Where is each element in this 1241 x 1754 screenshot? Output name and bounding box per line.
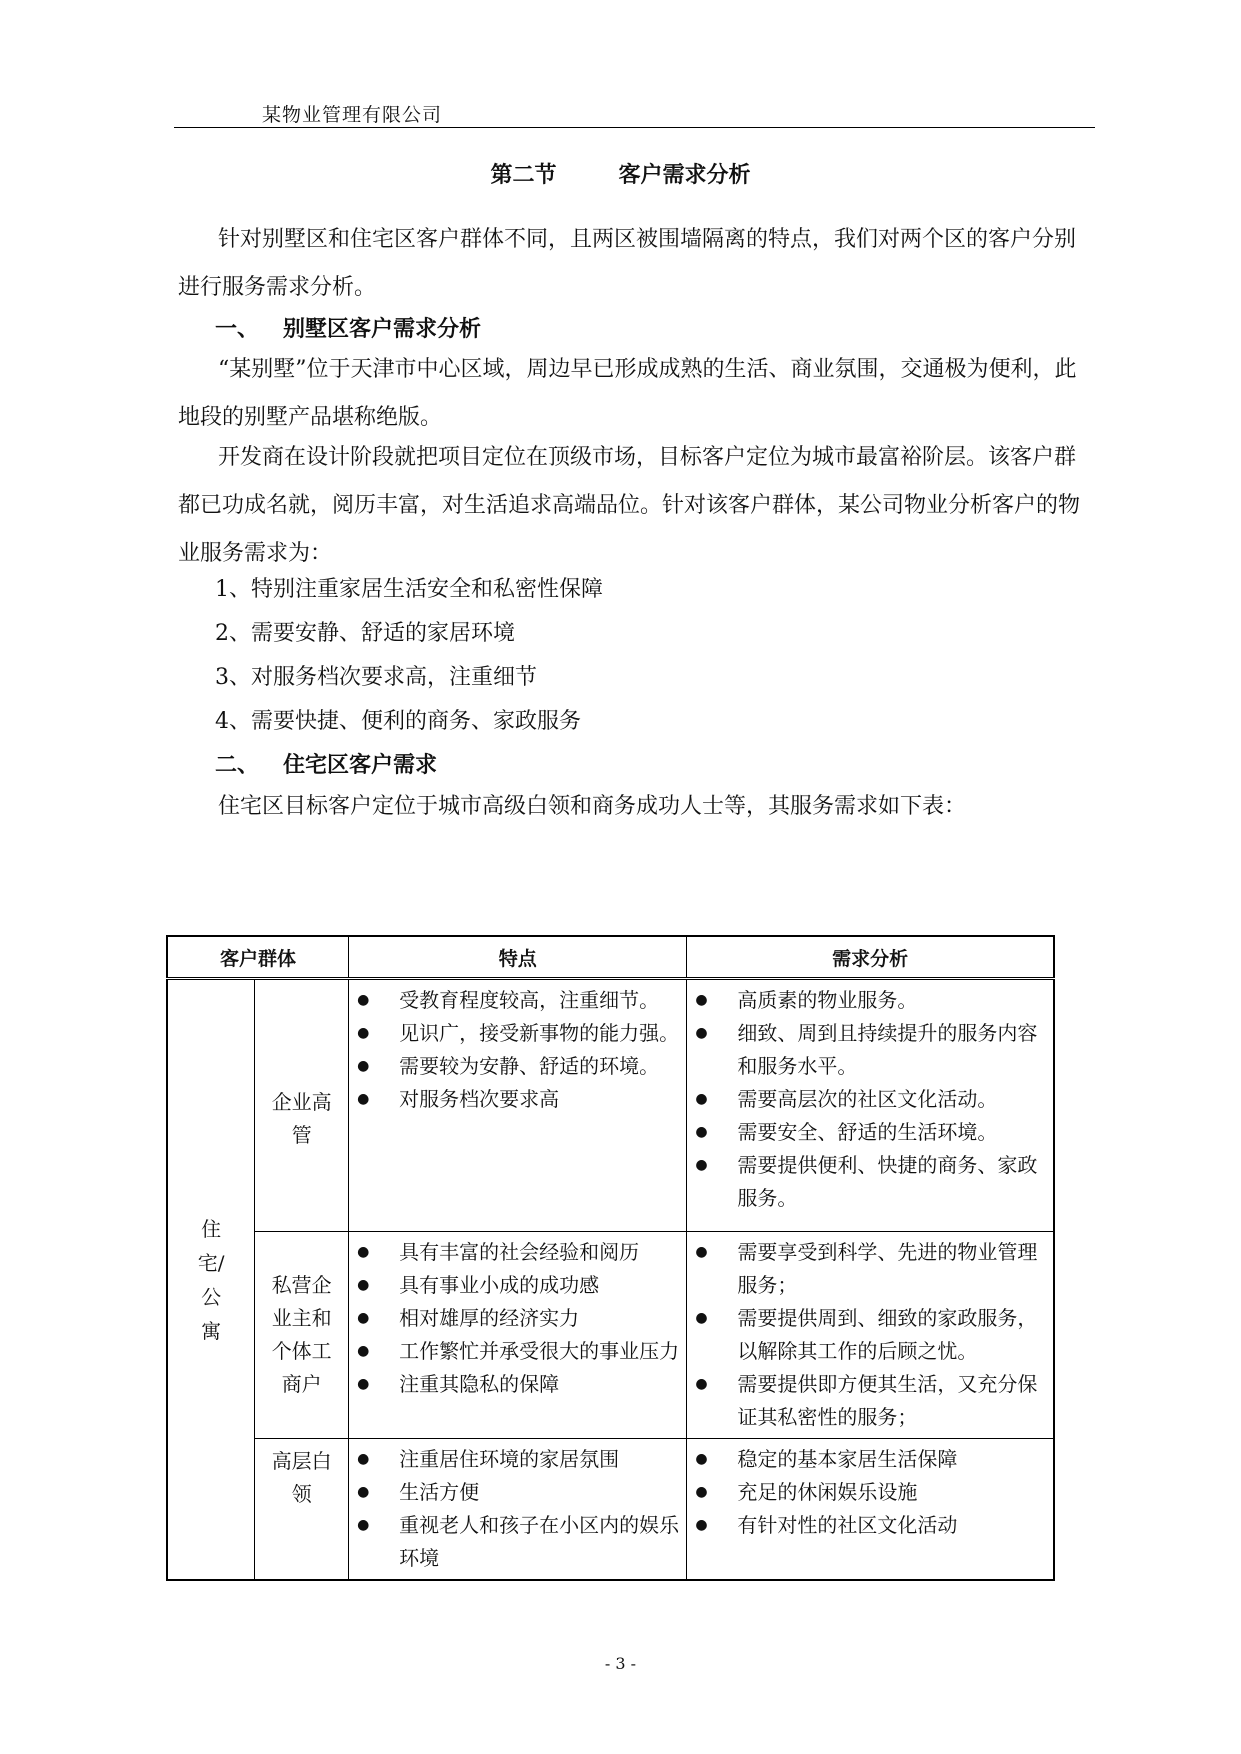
part1-paragraph-2: 开发商在设计阶段就把项目定位在顶级市场，目标客户定位为城市最富裕阶层。该客户群都已功成名就，阅历丰富，对生活追求高端品位。针对该客户群体，某公司物业分析客户的物业服务需求为： [178, 445, 1081, 566]
segment-cell [255, 979, 349, 1232]
part2-paragraph-1: 住宅区目标客户定位于城市高级白领和商务成功人士等，其服务需求如下表： [218, 794, 967, 819]
header-features: 特点 [349, 936, 687, 979]
list-item: ● 工作繁忙并承受很大的事业压力 [349, 1335, 680, 1368]
segment-label: 私营企 业主和 个体工 商户 [271, 1273, 332, 1396]
list-item: ● 重视老人和孩子在小区内的娱乐环境 [349, 1509, 680, 1575]
section-number: 第二节 [490, 163, 557, 188]
segment-cell [255, 1439, 349, 1581]
needs-cell [687, 1439, 1054, 1581]
group-cell [167, 979, 255, 1581]
header-needs: 需求分析 [687, 936, 1054, 979]
header-customer-group: 客户群体 [167, 936, 349, 979]
list-item: ● 细致、周到且持续提升的服务内容和服务水平。 [687, 1017, 1047, 1083]
list-item: ● 注重其隐私的保障 [349, 1368, 680, 1401]
part2-heading [215, 748, 437, 779]
list-item: ● 充足的休闲娱乐设施 [687, 1476, 1047, 1509]
part1-heading-num: 一、 [215, 317, 260, 342]
header-company: 某物业管理有限公司 [262, 104, 443, 126]
part2-heading-num: 二、 [215, 753, 260, 778]
list-item: ● 需要高层次的社区文化活动。 [687, 1083, 1047, 1116]
needs-cell [687, 979, 1054, 1232]
features-cell [349, 1232, 687, 1439]
page-number: - 3 - [604, 1654, 637, 1673]
part2-heading-text: 住宅区客户需求 [283, 753, 438, 778]
segment-label: 企业高 管 [271, 1090, 332, 1147]
part1-heading-text: 别墅区客户需求分析 [283, 317, 482, 342]
part1-heading [215, 312, 481, 343]
section-heading: 客户需求分析 [618, 163, 751, 188]
table-header-row [167, 936, 1054, 979]
list-item: ● 需要提供周到、细致的家政服务，以解除其工作的后顾之忧。 [687, 1302, 1047, 1368]
list-item: ● 稳定的基本家居生活保障 [687, 1443, 1047, 1476]
list-item: ● 见识广，接受新事物的能力强。 [349, 1017, 680, 1050]
part1-item-1: 1、特别注重家居生活安全和私密性保障 [215, 577, 603, 602]
list-item: ● 高质素的物业服务。 [687, 984, 1047, 1017]
list-item: ● 受教育程度较高，注重细节。 [349, 984, 680, 1017]
segment-cell [255, 1232, 349, 1439]
list-item: ● 有针对性的社区文化活动 [687, 1509, 1047, 1542]
part1-paragraph-1: “某别墅”位于天津市中心区域，周边早已形成成熟的生活、商业氛围，交通极为便利，此地段的别墅产品堪称绝版。 [178, 357, 1077, 430]
table-row [167, 1439, 1054, 1581]
list-item: ● 需要提供便利、快捷的商务、家政服务。 [687, 1149, 1047, 1215]
list-item: ● 具有丰富的社会经验和阅历 [349, 1236, 680, 1269]
needs-cell [687, 1232, 1054, 1439]
header-rule [174, 127, 1095, 128]
features-cell [349, 1439, 687, 1581]
features-cell [349, 979, 687, 1232]
part1-item-2: 2、需要安静、舒适的家居环境 [215, 621, 515, 646]
group-label: 住 宅/ 公 寓 [197, 1216, 225, 1343]
list-item: ● 需要较为安静、舒适的环境。 [349, 1050, 680, 1083]
list-item: ● 相对雄厚的经济实力 [349, 1302, 680, 1335]
part1-item-3: 3、对服务档次要求高，注重细节 [215, 665, 537, 690]
table-row [167, 1232, 1054, 1439]
segment-label: 高层白 领 [271, 1449, 332, 1506]
section-title [0, 158, 1241, 189]
list-item: ● 对服务档次要求高 [349, 1083, 680, 1116]
list-item: ● 需要提供即方便其生活，又充分保证其私密性的服务； [687, 1368, 1047, 1434]
intro-paragraph: 针对别墅区和住宅区客户群体不同，且两区被围墙隔离的特点，我们对两个区的客户分别进行服务需求分析。 [178, 227, 1077, 300]
list-item: ● 具有事业小成的成功感 [349, 1269, 680, 1302]
list-item: ● 注重居住环境的家居氛围 [349, 1443, 680, 1476]
part1-item-4: 4、需要快捷、便利的商务、家政服务 [215, 709, 581, 734]
list-item: ● 需要享受到科学、先进的物业管理服务； [687, 1236, 1047, 1302]
table-row [167, 979, 1054, 1232]
requirements-table [166, 935, 1055, 1581]
list-item: ● 生活方便 [349, 1476, 680, 1509]
list-item: ● 需要安全、舒适的生活环境。 [687, 1116, 1047, 1149]
